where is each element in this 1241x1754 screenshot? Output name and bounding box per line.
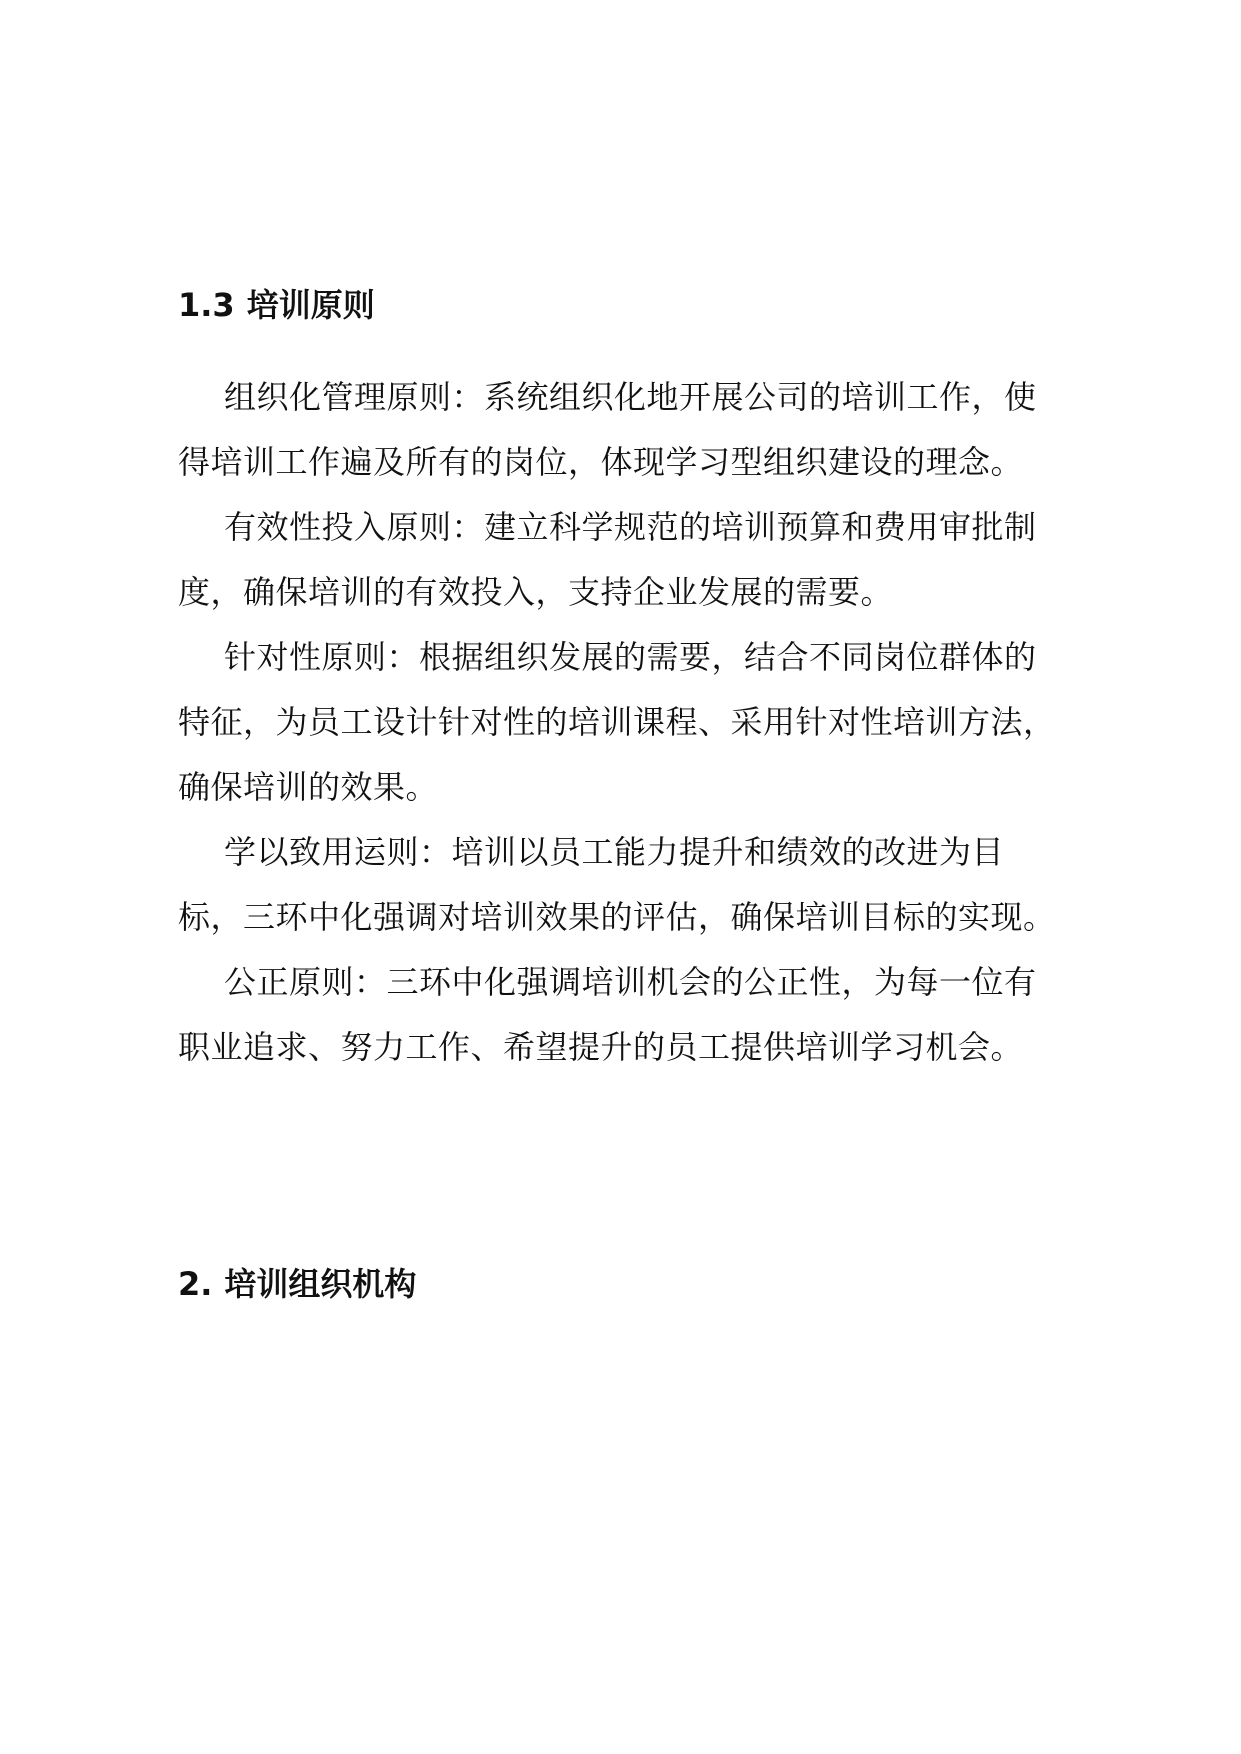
section-title: 培训原则: [246, 286, 375, 324]
section-number: 2.: [178, 1265, 213, 1303]
section-number: 1.3: [178, 286, 235, 324]
section-heading-2: [178, 1264, 416, 1304]
paragraph-fairness-principle: 公正原则：三环中化强调培训机会的公正性，为每一位有职业追求、努力工作、希望提升的员工提供培训学习机会。: [178, 963, 1037, 1066]
paragraph-targeted-principle: 针对性原则：根据组织发展的需要，结合不同岗位群体的特征，为员工设计针对性的培训课程、采用针对性培训方法，确保培训的效果。: [178, 638, 1056, 806]
paragraph-practical-application-principle: 学以致用运则：培训以员工能力提升和绩效的改进为目标，三环中化强调对培训效果的评估，确保培训目标的实现。: [178, 833, 1056, 936]
section-title: 培训组织机构: [224, 1265, 417, 1303]
paragraph-organizational-principle: 组织化管理原则：系统组织化地开展公司的培训工作，使得培训工作遍及所有的岗位，体现学习型组织建设的理念。: [178, 378, 1037, 481]
paragraph-effective-investment-principle: 有效性投入原则：建立科学规范的培训预算和费用审批制度，确保培训的有效投入，支持企业发展的需要。: [178, 508, 1037, 611]
section-body: [178, 365, 1068, 1080]
section-heading-1-3: [178, 285, 375, 325]
